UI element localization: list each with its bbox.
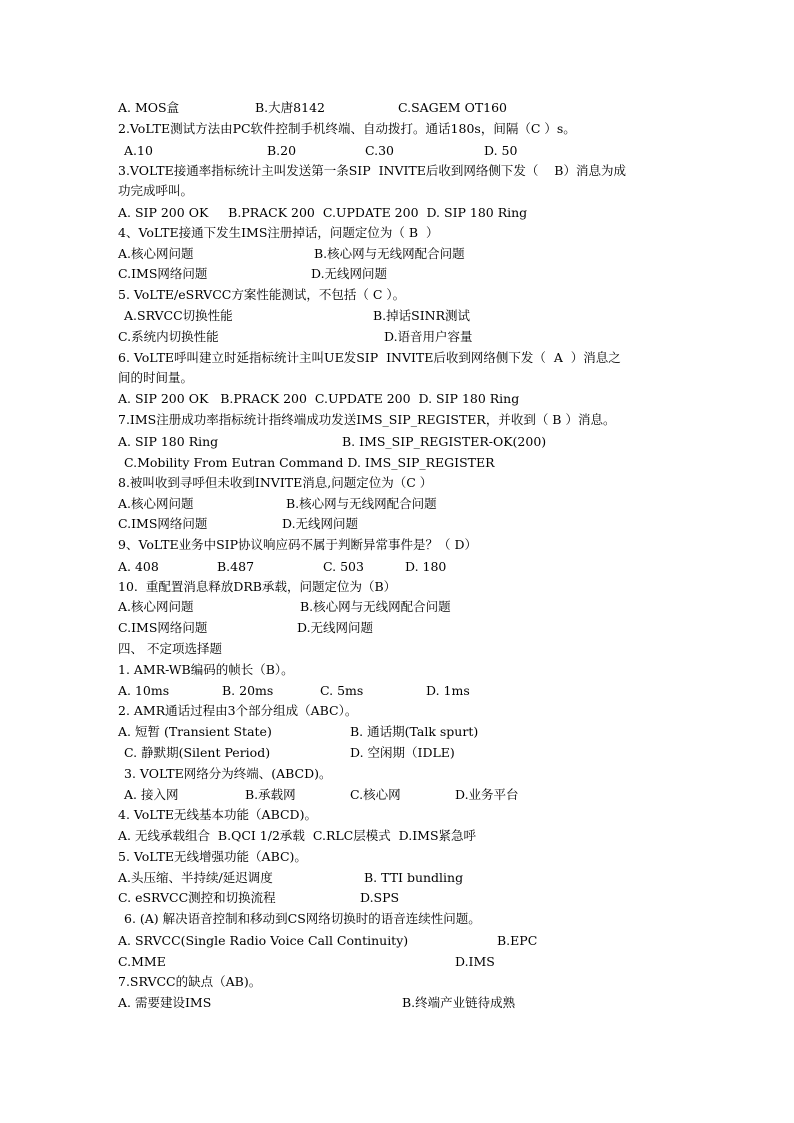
- text-line: A. SIP 200 OK B.PRACK 200 C.UPDATE 200 D. SIP 180 Ring: [118, 391, 520, 406]
- text-line: 7.IMS注册成功率指标统计指终端成功发送IMS_SIP_REGISTER，并收到（ B ）消息。: [118, 412, 616, 427]
- text-line: B. 通话期(Talk spurt): [350, 724, 479, 739]
- text-line: B. TTI bundling: [364, 870, 464, 885]
- text-line: B. IMS_SIP_REGISTER-OK(200): [342, 434, 547, 449]
- text-line: A.核心网问题: [118, 496, 194, 511]
- text-line: A. 10ms: [118, 683, 170, 698]
- text-line: C.核心网: [350, 787, 401, 802]
- text-line: A.核心网问题: [118, 599, 194, 614]
- text-line: 9、VoLTE业务中SIP协议响应码不属于判断异常事件是？（ D）: [118, 537, 478, 552]
- text-line: C. 静默期(Silent Period): [124, 745, 271, 760]
- text-line: A. 需要建设IMS: [118, 995, 212, 1010]
- text-line: D.无线网问题: [311, 266, 388, 281]
- text-line: B.487: [217, 559, 255, 574]
- text-line: D. 50: [484, 143, 518, 158]
- text-line: C.IMS网络问题: [118, 516, 208, 531]
- text-line: B.核心网与无线网配合问题: [300, 599, 451, 614]
- text-line: 2. AMR通话过程由3个部分组成（ABC）。: [118, 703, 358, 718]
- text-line: 2.VoLTE测试方法由PC软件控制手机终端、自动拨打。通话180s，间隔（C ）s。: [118, 121, 576, 136]
- text-line: A. 无线承载组合 B.QCI 1/2承载 C.RLC层模式 D.IMS紧急呼: [118, 828, 477, 843]
- text-line: C.Mobility From Eutran Command D. IMS_SIP_REGISTER: [124, 455, 495, 470]
- text-line: 3. VOLTE网络分为终端、(ABCD)。: [124, 766, 332, 781]
- text-line: A.SRVCC切换性能: [124, 308, 233, 323]
- text-line: A. SIP 200 OK B.PRACK 200 C.UPDATE 200 D. SIP 180 Ring: [118, 205, 528, 220]
- text-line: A. 408: [118, 559, 159, 574]
- text-line: B.EPC: [497, 933, 538, 948]
- text-line: D.SPS: [360, 890, 400, 905]
- text-line: A.核心网问题: [118, 246, 194, 261]
- text-line: 6. (A) 解决语音控制和移动到CS网络切换时的语音连续性问题。: [124, 911, 481, 926]
- text-line: B.承载网: [245, 787, 296, 802]
- text-line: 功完成呼叫。: [118, 183, 194, 198]
- text-line: 10. 重配置消息释放DRB承载，问题定位为（B）: [118, 579, 397, 594]
- text-line: A. 短暂 (Transient State): [118, 724, 272, 739]
- text-line: B.核心网与无线网配合问题: [286, 496, 437, 511]
- text-line: C.MME: [118, 954, 166, 969]
- text-line: C.IMS网络问题: [118, 620, 208, 635]
- text-line: B.核心网与无线网配合问题: [314, 246, 465, 261]
- text-line: D.无线网问题: [282, 516, 359, 531]
- text-line: D. 180: [405, 559, 447, 574]
- text-line: A. SIP 180 Ring: [118, 434, 219, 449]
- text-line: C.30: [365, 143, 394, 158]
- text-line: 6. VoLTE呼叫建立时延指标统计主叫UE发SIP INVITE后收到网络侧下发（ A ）消息之: [118, 350, 621, 365]
- text-line: C.SAGEM OT160: [398, 100, 508, 115]
- text-line: 间的时间量。: [118, 370, 194, 385]
- text-line: C. 5ms: [320, 683, 364, 698]
- text-line: D.无线网问题: [297, 620, 374, 635]
- text-line: A.10: [124, 143, 153, 158]
- text-line: D. 1ms: [426, 683, 470, 698]
- text-line: B. 20ms: [222, 683, 274, 698]
- text-line: A. MOS盒: [118, 100, 180, 115]
- text-line: D.IMS: [455, 954, 495, 969]
- text-line: 4. VoLTE无线基本功能（ABCD)。: [118, 807, 317, 822]
- text-line: 四、 不定项选择题: [118, 641, 222, 656]
- text-line: B.大唐8142: [255, 100, 325, 115]
- text-line: 7.SRVCC的缺点（AB)。: [118, 974, 262, 989]
- text-line: C. eSRVCC测控和切换流程: [118, 890, 276, 905]
- text-line: 8.被叫收到寻呼但未收到INVITE消息,问题定位为（C ）: [118, 475, 433, 490]
- text-line: A.头压缩、半持续/延迟调度: [118, 870, 273, 885]
- text-line: C. 503: [323, 559, 364, 574]
- text-line: C.系统内切换性能: [118, 329, 219, 344]
- text-line: A. 接入网: [124, 787, 179, 802]
- text-line: D.语音用户容量: [384, 329, 473, 344]
- text-line: 5. VoLTE无线增强功能（ABC)。: [118, 849, 307, 864]
- text-line: B.20: [267, 143, 297, 158]
- text-line: A. SRVCC(Single Radio Voice Call Continuity): [118, 933, 409, 948]
- text-line: B.终端产业链待成熟: [402, 995, 516, 1010]
- text-line: C.IMS网络问题: [118, 266, 208, 281]
- text-line: D.业务平台: [455, 787, 519, 802]
- text-line: 5. VoLTE/eSRVCC方案性能测试，不包括（ C ）。: [118, 287, 406, 302]
- text-line: 4、VoLTE接通下发生IMS注册掉话，问题定位为（ B ）: [118, 225, 439, 240]
- text-line: D. 空闲期（IDLE): [350, 745, 455, 760]
- text-line: 3.VOLTE接通率指标统计主叫发送第一条SIP INVITE后收到网络侧下发（ B）消息为成: [118, 163, 626, 178]
- text-line: B.掉话SINR测试: [373, 308, 471, 323]
- text-line: 1. AMR-WB编码的帧长（B）。: [118, 662, 294, 677]
